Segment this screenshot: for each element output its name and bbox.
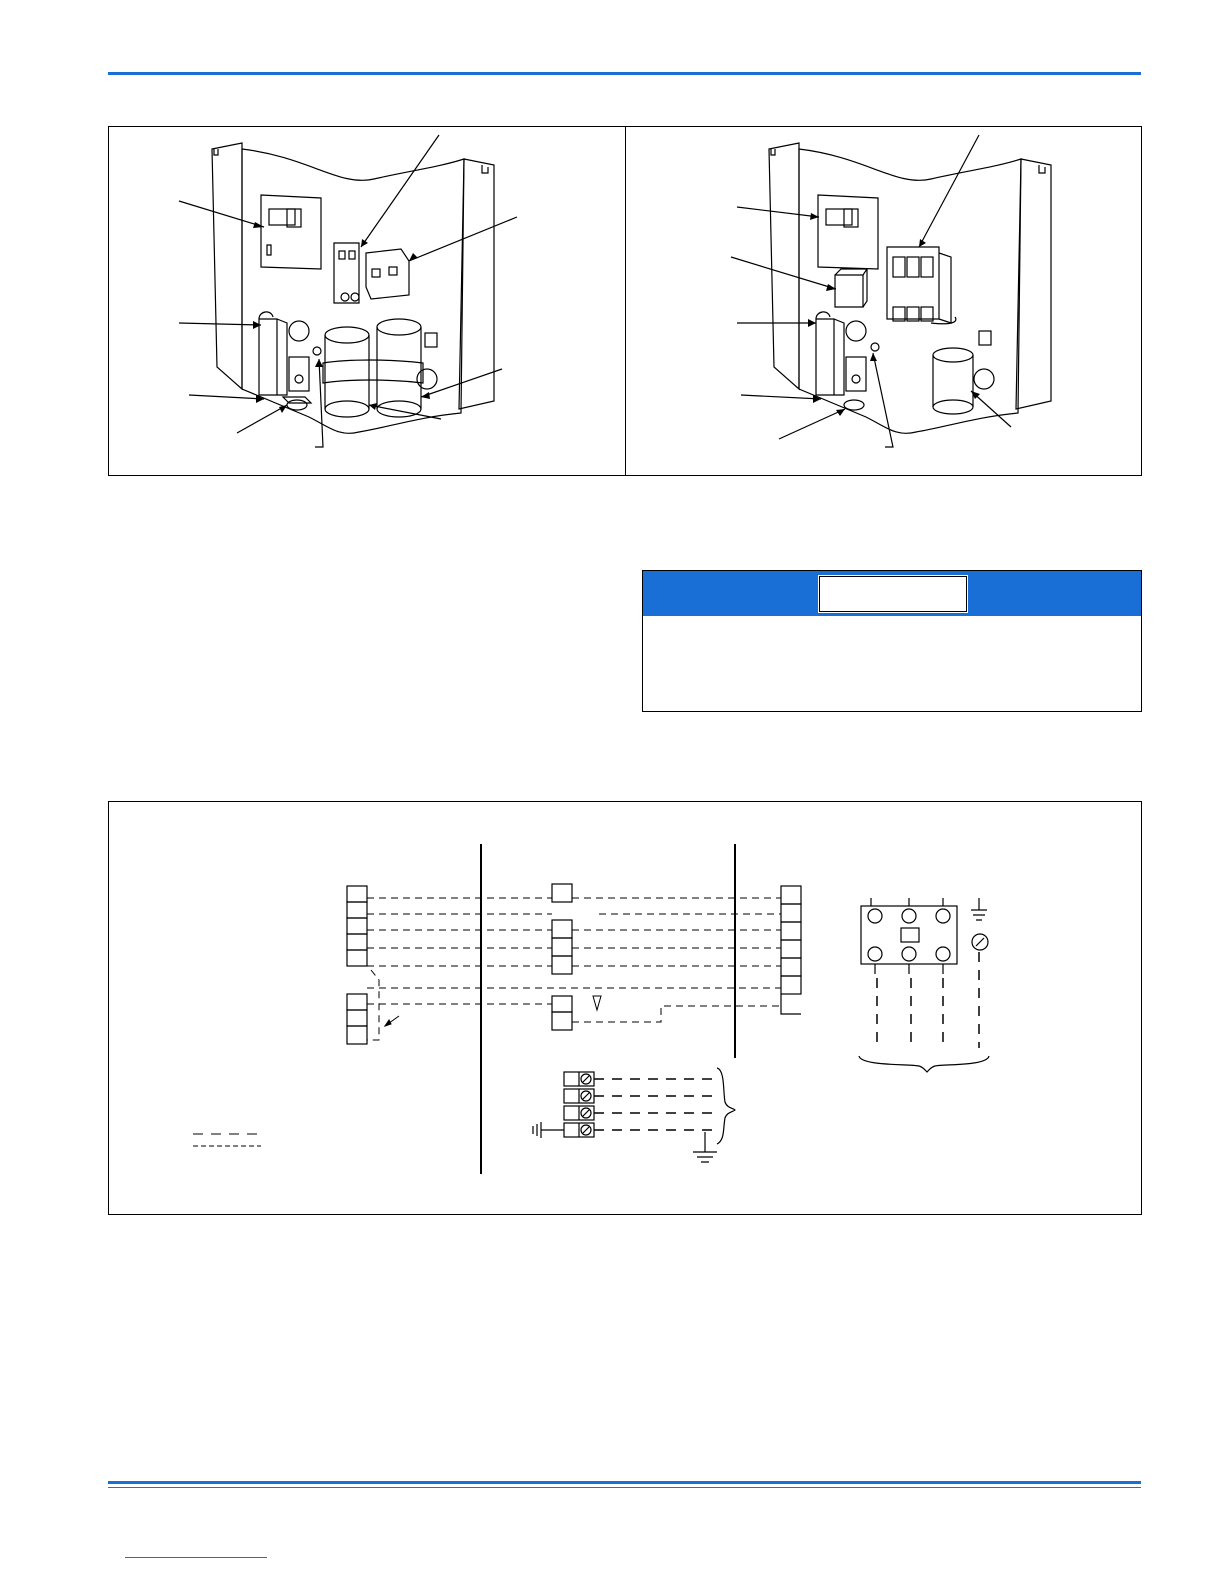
- footer-link-underline[interactable]: [125, 1557, 267, 1558]
- footer-rule-thin: [108, 1487, 1141, 1488]
- notice-box: [642, 570, 1142, 712]
- notice-header-bar: [643, 571, 1141, 616]
- header-rule: [108, 72, 1141, 75]
- wiring-diagram-figure: [108, 801, 1142, 1215]
- wiring-diagram: [109, 802, 1141, 1214]
- notice-label-box: [819, 576, 967, 612]
- footer-rule: [108, 1481, 1141, 1484]
- control-box-right-illustration: [109, 127, 1141, 475]
- control-box-figure: [108, 126, 1142, 476]
